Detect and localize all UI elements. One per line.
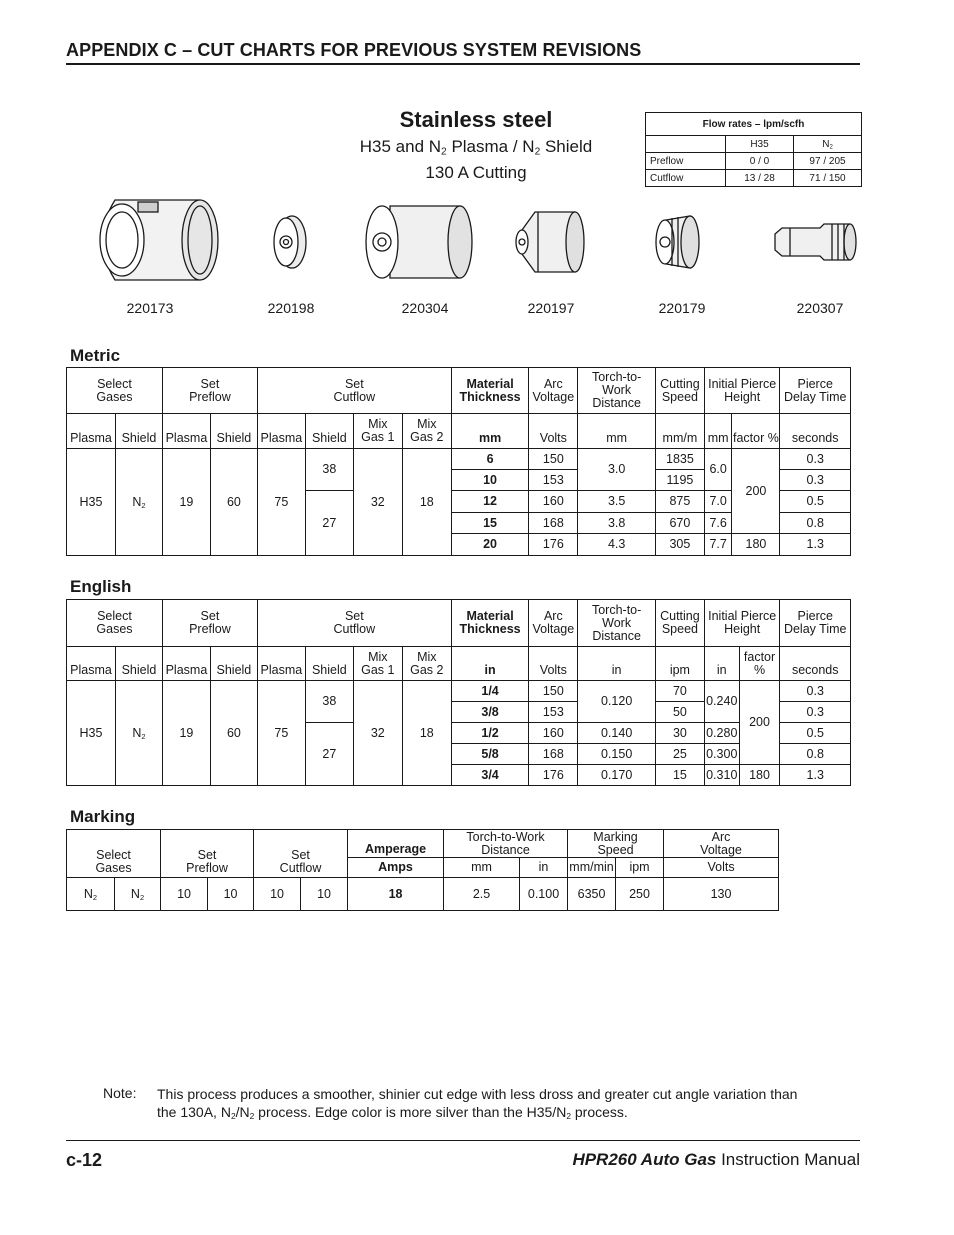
unit-distance: mm (578, 414, 656, 449)
distance-cell: 0.140 (578, 723, 656, 744)
unit-seconds: seconds (780, 414, 851, 449)
voltage-cell: 150 (529, 449, 578, 470)
distance-cell: 0.120 (578, 681, 656, 723)
height-cell: 7.0 (704, 491, 732, 513)
marking-distance-mm: 2.5 (444, 878, 520, 911)
part-number: 220179 (658, 300, 706, 316)
delay-cell: 0.3 (780, 470, 851, 491)
cutflow-shield-value: 38 (305, 681, 353, 723)
col-shield: Shield (115, 647, 162, 681)
thickness-cell: 12 (451, 491, 529, 513)
voltage-cell: 153 (529, 702, 578, 723)
pierce-delay-header: Pierce Delay Time (780, 600, 851, 647)
swirl-ring-part-icon (366, 206, 472, 278)
preflow-shield-value: 60 (210, 449, 257, 556)
delay-cell: 0.5 (780, 491, 851, 513)
mix-gas-2-value: 18 (402, 449, 451, 556)
speed-cell: 70 (655, 681, 704, 702)
factor-cell: 180 (739, 765, 780, 786)
col-plasma: Plasma (67, 647, 116, 681)
marking-gas-plasma: $N_2$ (67, 878, 115, 911)
delay-cell: 1.3 (780, 534, 851, 556)
marking-unit-amps: Amps (348, 858, 444, 878)
marking-select-gases-header: Select Gases (67, 830, 161, 878)
cutflow-plasma-value: 75 (257, 449, 305, 556)
retaining-cap-part-icon (274, 216, 306, 268)
marking-preflow-shield: 10 (208, 878, 254, 911)
thickness-cell: 3/8 (451, 702, 529, 723)
consumable-parts-drawing (60, 190, 880, 290)
col-plasma: Plasma (257, 647, 305, 681)
col-shield: Shield (305, 414, 353, 449)
height-cell: 0.300 (704, 744, 739, 765)
select-gases-header: Select Gases (67, 600, 163, 647)
flow-rates-title: Flow rates – lpm/scfh (646, 113, 862, 136)
marking-table (66, 829, 779, 911)
voltage-cell: 160 (529, 723, 578, 744)
preflow-plasma-value: 19 (162, 681, 210, 786)
marking-preflow-plasma: 10 (161, 878, 208, 911)
marking-amperage-header: Amperage (348, 830, 444, 858)
gas-shield-value: $N_2$ (115, 449, 162, 556)
height-cell: 7.7 (704, 534, 732, 556)
flow-row-label: Cutflow (646, 170, 726, 187)
note-text: This process produces a smoother, shinier cut edge with less dross and greater cut angle variation than the 130A, $N_2/N_2$ process. Edge color is more silver than the $H35/N_2$ process. (157, 1086, 798, 1122)
voltage-cell: 160 (529, 491, 578, 513)
col-shield: Shield (115, 414, 162, 449)
distance-cell: 0.170 (578, 765, 656, 786)
material-thickness-header: Material Thickness (451, 600, 529, 647)
cutflow-shield-value: 27 (305, 491, 353, 556)
material-thickness-header: Material Thickness (451, 368, 529, 414)
preflow-shield-value: 60 (210, 681, 257, 786)
marking-amperage-value: 18 (348, 878, 444, 911)
unit-volts: Volts (529, 414, 578, 449)
mix-gas-1-value: 32 (353, 449, 402, 556)
col-plasma: Plasma (162, 647, 210, 681)
set-preflow-header: Set Preflow (162, 600, 257, 647)
height-cell: 7.6 (704, 513, 732, 534)
height-cell: 0.240 (704, 681, 739, 723)
voltage-cell: 153 (529, 470, 578, 491)
electrode-part-icon (775, 224, 856, 260)
shield-part-icon (100, 200, 218, 280)
set-cutflow-header: Set Cutflow (257, 600, 451, 647)
cutflow-shield-value: 38 (305, 449, 353, 491)
part-number: 220307 (796, 300, 844, 316)
unit-height: in (704, 647, 739, 681)
flow-col-h35: H35 (726, 136, 794, 153)
distance-cell: 3.8 (578, 513, 656, 534)
marking-cutflow-plasma: 10 (254, 878, 301, 911)
speed-cell: 15 (655, 765, 704, 786)
gas-shield-value: $N_2$ (115, 681, 162, 786)
col-mix-gas-2: Mix Gas 2 (402, 647, 451, 681)
part-number: 220197 (527, 300, 575, 316)
col-plasma: Plasma (162, 414, 210, 449)
height-cell: 6.0 (704, 449, 732, 491)
speed-cell: 670 (655, 513, 704, 534)
nozzle-part-icon (516, 212, 584, 272)
marking-gas-shield: $N_2$ (115, 878, 161, 911)
chart-title: Stainless steel (399, 107, 553, 132)
arc-voltage-header: Arc Voltage (529, 368, 578, 414)
voltage-cell: 168 (529, 744, 578, 765)
speed-cell: 50 (655, 702, 704, 723)
col-mix-gas-1: Mix Gas 1 (353, 414, 402, 449)
col-plasma: Plasma (67, 414, 116, 449)
marking-torch-distance-header: Torch-to-Work Distance (444, 830, 568, 858)
marking-unit-ipm: ipm (616, 858, 664, 878)
factor-cell: 180 (732, 534, 780, 556)
torch-distance-header: Torch-to- Work Distance (578, 368, 656, 414)
delay-cell: 0.3 (780, 702, 851, 723)
select-gases-header: Select Gases (67, 368, 163, 414)
part-number: 220304 (401, 300, 449, 316)
chart-subtitle-current: 130 A Cutting (425, 163, 527, 182)
voltage-cell: 168 (529, 513, 578, 534)
marking-set-cutflow-header: Set Cutflow (254, 830, 348, 878)
set-cutflow-header: Set Cutflow (257, 368, 451, 414)
thickness-cell: 20 (451, 534, 529, 556)
col-mix-gas-2: Mix Gas 2 (402, 414, 451, 449)
marking-set-preflow-header: Set Preflow (161, 830, 254, 878)
voltage-cell: 150 (529, 681, 578, 702)
mix-gas-2-value: 18 (402, 681, 451, 786)
col-shield: Shield (210, 647, 257, 681)
col-plasma: Plasma (257, 414, 305, 449)
marking-unit-in: in (520, 858, 568, 878)
thickness-cell: 1/2 (451, 723, 529, 744)
marking-unit-mm-min: mm/min (568, 858, 616, 878)
pierce-delay-header: Pierce Delay Time (780, 368, 851, 414)
unit-distance: in (578, 647, 656, 681)
pierce-height-header: Initial Pierce Height (704, 600, 780, 647)
set-preflow-header: Set Preflow (162, 368, 257, 414)
thickness-cell: 6 (451, 449, 529, 470)
flow-rates-blank (646, 136, 726, 153)
marking-voltage-value: 130 (664, 878, 779, 911)
marking-distance-in: 0.100 (520, 878, 568, 911)
flow-cell: 71 / 150 (794, 170, 862, 187)
unit-speed: mm/m (655, 414, 704, 449)
unit-thickness: mm (451, 414, 529, 449)
marking-speed-ipm: 250 (616, 878, 664, 911)
page-header: APPENDIX C – CUT CHARTS FOR PREVIOUS SYSTEM REVISIONS (66, 40, 642, 60)
cutflow-plasma-value: 75 (257, 681, 305, 786)
marking-speed-mm: 6350 (568, 878, 616, 911)
voltage-cell: 176 (529, 534, 578, 556)
delay-cell: 0.8 (780, 744, 851, 765)
unit-speed: ipm (655, 647, 704, 681)
cutting-speed-header: Cutting Speed (655, 600, 704, 647)
torch-distance-header: Torch-to- Work Distance (578, 600, 656, 647)
note-label: Note: (103, 1085, 137, 1101)
height-cell: 0.280 (704, 723, 739, 744)
delay-cell: 0.3 (780, 449, 851, 470)
unit-volts: Volts (529, 647, 578, 681)
page-number: c-12 (66, 1150, 103, 1170)
flow-cell: 13 / 28 (726, 170, 794, 187)
distance-cell: 0.150 (578, 744, 656, 765)
col-mix-gas-1: Mix Gas 1 (353, 647, 402, 681)
delay-cell: 0.5 (780, 723, 851, 744)
marking-unit-volts: Volts (664, 858, 779, 878)
cutflow-shield-value: 27 (305, 723, 353, 786)
speed-cell: 25 (655, 744, 704, 765)
manual-title: HPR260 Auto Gas Instruction Manual (572, 1150, 860, 1169)
english-cut-table (66, 599, 851, 786)
marking-section-label: Marking (70, 807, 136, 826)
delay-cell: 0.3 (780, 681, 851, 702)
metric-cut-table (66, 367, 851, 556)
preflow-plasma-value: 19 (162, 449, 210, 556)
metric-section-label: Metric (70, 346, 121, 365)
thickness-cell: 3/4 (451, 765, 529, 786)
mix-gas-1-value: 32 (353, 681, 402, 786)
chart-subtitle-gases: H35 and $N_2$ Plasma / $N_2$ Shield (359, 137, 593, 158)
gas-plasma-value: H35 (67, 449, 116, 556)
distance-cell: 3.0 (578, 449, 656, 491)
speed-cell: 1835 (655, 449, 704, 470)
part-number: 220173 (126, 300, 174, 316)
unit-thickness: in (451, 647, 529, 681)
pierce-height-header: Initial Pierce Height (704, 368, 780, 414)
part-number: 220198 (267, 300, 315, 316)
flow-col-n2: $N_2$ (794, 136, 862, 153)
speed-cell: 875 (655, 491, 704, 513)
unit-factor: factor % (732, 414, 780, 449)
thickness-cell: 15 (451, 513, 529, 534)
unit-seconds: seconds (780, 647, 851, 681)
electrode-holder-part-icon (656, 216, 699, 268)
flow-row-label: Preflow (646, 153, 726, 170)
voltage-cell: 176 (529, 765, 578, 786)
factor-cell: 200 (732, 449, 780, 534)
height-cell: 0.310 (704, 765, 739, 786)
delay-cell: 0.8 (780, 513, 851, 534)
distance-cell: 4.3 (578, 534, 656, 556)
marking-arc-voltage-header: Arc Voltage (664, 830, 779, 858)
unit-factor: factor % (739, 647, 780, 681)
flow-cell: 97 / 205 (794, 153, 862, 170)
thickness-cell: 10 (451, 470, 529, 491)
distance-cell: 3.5 (578, 491, 656, 513)
thickness-cell: 5/8 (451, 744, 529, 765)
arc-voltage-header: Arc Voltage (529, 600, 578, 647)
delay-cell: 1.3 (780, 765, 851, 786)
marking-unit-mm: mm (444, 858, 520, 878)
flow-rates-table (645, 112, 862, 187)
cutting-speed-header: Cutting Speed (655, 368, 704, 414)
unit-height: mm (704, 414, 732, 449)
speed-cell: 305 (655, 534, 704, 556)
marking-cutflow-shield: 10 (301, 878, 348, 911)
speed-cell: 30 (655, 723, 704, 744)
header-rule (66, 63, 860, 65)
footer-rule (66, 1140, 860, 1141)
flow-cell: 0 / 0 (726, 153, 794, 170)
col-shield: Shield (305, 647, 353, 681)
thickness-cell: 1/4 (451, 681, 529, 702)
marking-speed-header: Marking Speed (568, 830, 664, 858)
speed-cell: 1195 (655, 470, 704, 491)
factor-cell: 200 (739, 681, 780, 765)
gas-plasma-value: H35 (67, 681, 116, 786)
col-shield: Shield (210, 414, 257, 449)
english-section-label: English (70, 577, 132, 596)
